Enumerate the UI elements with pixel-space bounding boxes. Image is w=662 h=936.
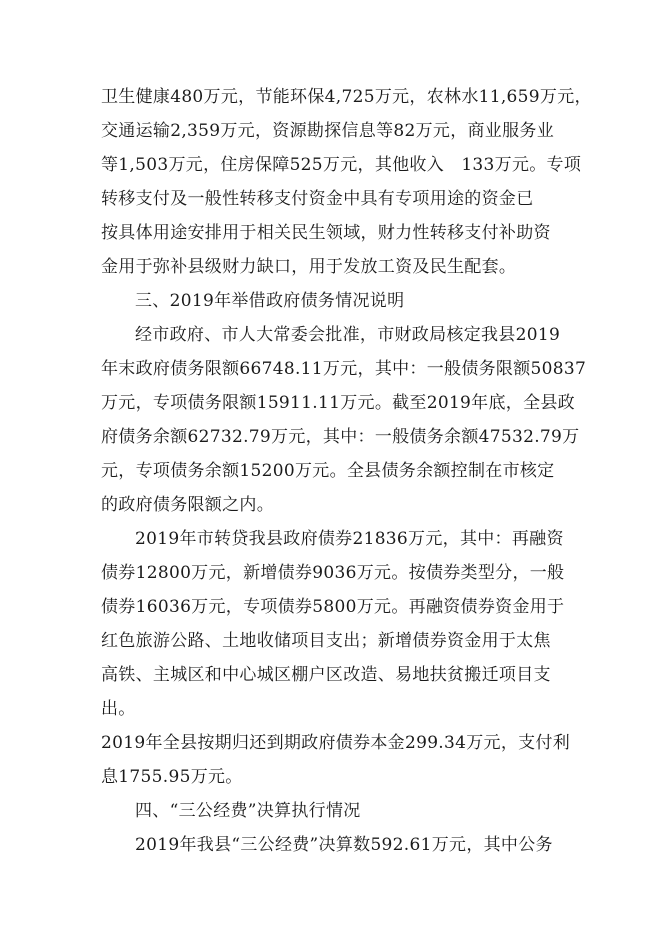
text-line: 红色旅游公路、土地收储项目支出；新增债券资金用于太焦 bbox=[101, 631, 551, 651]
section-heading-three-public-expenses: 四、“三公经费”决算执行情况 bbox=[135, 801, 361, 821]
paragraph-start: 2019年我县“三公经费”决算数592.61万元，其中公务 bbox=[135, 835, 553, 855]
text-line: 按具体用途安排用于相关民生领域，财力性转移支付补助资 bbox=[101, 223, 551, 243]
text-line: 卫生健康480万元，节能环保4,725万元，农林水11,659万元， bbox=[101, 87, 592, 107]
text-line: 息1755.95万元。 bbox=[101, 767, 243, 787]
text-line: 等1,503万元，住房保障525万元，其他收入 133万元。专项 bbox=[101, 155, 582, 175]
text-line: 高铁、主城区和中心城区棚户区改造、易地扶贫搬迁项目支 bbox=[101, 665, 551, 685]
text-line: 元，专项债务余额15200万元。全县债务余额控制在市核定 bbox=[101, 461, 555, 481]
section-heading-debt: 三、2019年举借政府债务情况说明 bbox=[135, 291, 405, 311]
paragraph-start: 2019年全县按期归还到期政府债券本金299.34万元，支付利 bbox=[101, 733, 571, 753]
text-line: 府债务余额62732.79万元，其中：一般债务余额47532.79万 bbox=[101, 427, 580, 447]
text-line: 出。 bbox=[101, 699, 136, 719]
text-line: 转移支付及一般性转移支付资金中具有专项用途的资金已 bbox=[101, 189, 534, 209]
text-line: 万元，专项债务限额15911.11万元。截至2019年底，全县政 bbox=[101, 393, 575, 413]
paragraph-start: 经市政府、市人大常委会批准，市财政局核定我县2019 bbox=[135, 325, 561, 345]
text-line: 债券12800万元，新增债券9036万元。按债券类型分，一般 bbox=[101, 563, 565, 583]
text-line: 金用于弥补县级财力缺口，用于发放工资及民生配套。 bbox=[101, 257, 517, 277]
document-body bbox=[101, 80, 592, 862]
text-line: 债券16036万元，专项债券5800万元。再融资债券资金用于 bbox=[101, 597, 565, 617]
text-line: 年末政府债务限额66748.11万元，其中：一般债务限额50837 bbox=[101, 359, 587, 379]
text-line: 交通运输2,359万元，资源勘探信息等82万元，商业服务业 bbox=[101, 121, 554, 141]
text-line: 的政府债务限额之内。 bbox=[101, 495, 274, 515]
paragraph-start: 2019年市转贷我县政府债券21836万元，其中：再融资 bbox=[135, 529, 564, 549]
